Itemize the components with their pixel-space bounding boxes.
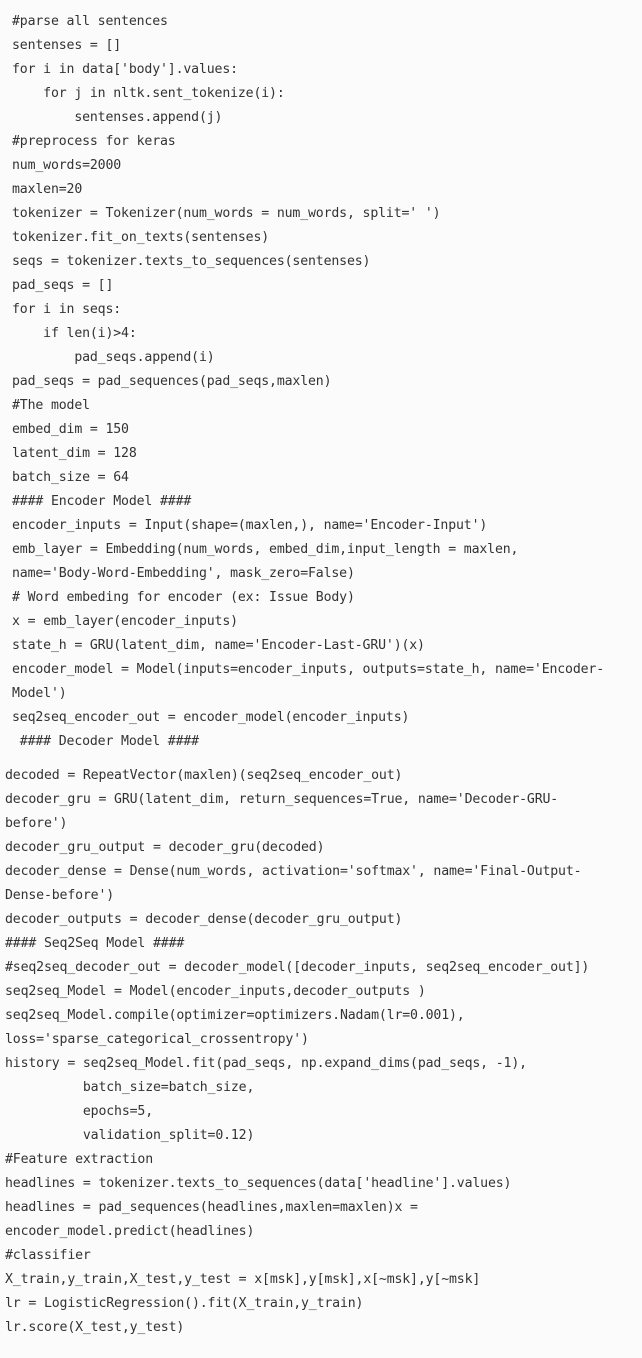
code-line: emb_layer = Embedding(num_words, embed_dim,input_length = maxlen,	[12, 542, 519, 557]
code-line: batch_size = 64	[12, 470, 129, 485]
code-line: encoder_inputs = Input(shape=(maxlen,), name='Encoder-Input')	[12, 518, 488, 533]
code-line: encoder_model = Model(inputs=encoder_inputs, outputs=state_h, name='Encoder-	[12, 662, 605, 677]
code-line: #The model	[12, 398, 90, 413]
code-line: state_h = GRU(latent_dim, name='Encoder-Last-GRU')(x)	[12, 638, 425, 653]
code-line: lr.score(X_test,y_test)	[5, 1320, 185, 1335]
code-line: #Feature extraction	[5, 1152, 154, 1167]
code-line: seq2seq_encoder_out = encoder_model(encoder_inputs)	[12, 710, 410, 725]
code-line: if len(i)>4:	[12, 326, 137, 341]
code-line: maxlen=20	[12, 182, 83, 197]
code-line: #### Encoder Model ####	[12, 494, 192, 509]
code-line: encoder_model.predict(headlines)	[5, 1224, 255, 1239]
code-block-decoder-classifier	[0, 764, 642, 1340]
code-line: loss='sparse_categorical_crossentropy')	[5, 1032, 309, 1047]
code-line: seqs = tokenizer.texts_to_sequences(sentenses)	[12, 254, 371, 269]
code-line: pad_seqs = []	[12, 278, 114, 293]
code-line: seq2seq_Model.compile(optimizer=optimizers.Nadam(lr=0.001),	[5, 1008, 465, 1023]
code-line: validation_split=0.12)	[5, 1128, 255, 1143]
code-line: x = emb_layer(encoder_inputs)	[12, 614, 238, 629]
code-line: #### Decoder Model ####	[12, 734, 199, 749]
code-line: for j in nltk.sent_tokenize(i):	[12, 86, 285, 101]
code-line: decoder_gru_output = decoder_gru(decoded)	[5, 840, 325, 855]
code-line: batch_size=batch_size,	[5, 1080, 255, 1095]
code-line: pad_seqs = pad_sequences(pad_seqs,maxlen)	[12, 374, 332, 389]
code-line: for i in data['body'].values:	[12, 62, 238, 77]
code-line: sentenses.append(j)	[12, 110, 223, 125]
code-line: pad_seqs.append(i)	[12, 350, 215, 365]
code-line: #parse all sentences	[12, 14, 168, 29]
code-line: decoded = RepeatVector(maxlen)(seq2seq_encoder_out)	[5, 768, 403, 783]
code-block-preprocess-encoder	[0, 10, 642, 754]
code-line: #### Seq2Seq Model ####	[5, 936, 185, 951]
code-line: Model')	[12, 686, 67, 701]
code-line: sentenses = []	[12, 38, 122, 53]
code-line: Dense-before')	[5, 888, 115, 903]
code-line: decoder_dense = Dense(num_words, activation='softmax', name='Final-Output-	[5, 864, 582, 879]
code-line: for i in seqs:	[12, 302, 122, 317]
code-line: tokenizer = Tokenizer(num_words = num_words, split=' ')	[12, 206, 441, 221]
code-line: decoder_gru = GRU(latent_dim, return_sequences=True, name='Decoder-GRU-	[5, 792, 559, 807]
code-line: epochs=5,	[5, 1104, 154, 1119]
code-line: embed_dim = 150	[12, 422, 129, 437]
code-line: decoder_outputs = decoder_dense(decoder_gru_output)	[5, 912, 403, 927]
code-line: before')	[5, 816, 68, 831]
code-line: headlines = tokenizer.texts_to_sequences(data['headline'].values)	[5, 1176, 512, 1191]
code-line: lr = LogisticRegression().fit(X_train,y_train)	[5, 1296, 364, 1311]
code-line: # Word embeding for encoder (ex: Issue Body)	[12, 590, 355, 605]
code-line: #preprocess for keras	[12, 134, 176, 149]
code-line: history = seq2seq_Model.fit(pad_seqs, np.expand_dims(pad_seqs, -1),	[5, 1056, 527, 1071]
code-line: X_train,y_train,X_test,y_test = x[msk],y[msk],x[~msk],y[~msk]	[5, 1272, 481, 1287]
code-line: latent_dim = 128	[12, 446, 137, 461]
code-line: seq2seq_Model = Model(encoder_inputs,decoder_outputs )	[5, 984, 426, 999]
code-line: num_words=2000	[12, 158, 122, 173]
code-line: #seq2seq_decoder_out = decoder_model([decoder_inputs, seq2seq_encoder_out])	[5, 960, 590, 975]
code-line: tokenizer.fit_on_texts(sentenses)	[12, 230, 270, 245]
code-line: headlines = pad_sequences(headlines,maxlen=maxlen)x =	[5, 1200, 418, 1215]
code-line: name='Body-Word-Embedding', mask_zero=False)	[12, 566, 355, 581]
code-line: #classifier	[5, 1248, 91, 1263]
